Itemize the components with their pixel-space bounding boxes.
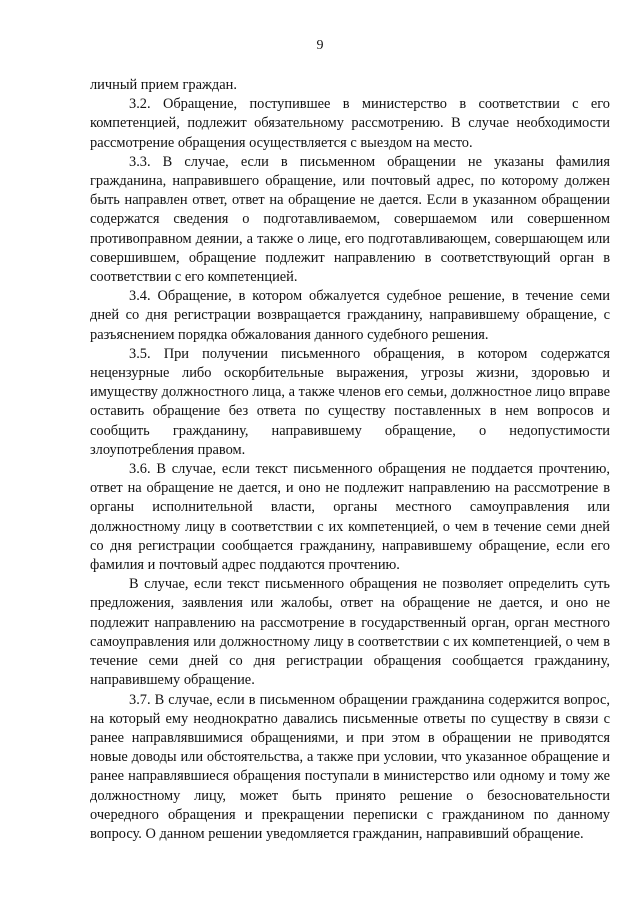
page-number: 9 — [316, 38, 324, 53]
paragraph-3-5: 3.5. При получении письменного обращения, в котором содержатся нецензурные либо оскорбительные выражения, угрозы жизни, здоровью и имуществу должностного лица, а также членов его семьи, должностное лицо вправе оставить обращение без ответа по существу поставленных в нем вопросов и сообщить гражданину, направившему обращение, о недопустимости злоупотребления правом. — [90, 345, 610, 458]
paragraph-3-4: 3.4. Обращение, в котором обжалуется судебное решение, в течение семи дней со дня регистрации возвращается гражданину, направившему обращение, с разъяснением порядка обжалования данного судебного решения. — [90, 288, 610, 343]
paragraph-3-6: 3.6. В случае, если текст письменного обращения не поддается прочтению, ответ на обращение не дается, и оно не подлежит направлению на рассмотрение в органы исполнительной власти, органы местного самоуправления или должностному лицу в соответствии с их компетенцией, о чем в течение семи дней со дня регистрации сообщается гражданину, направившему обращение, если его фамилия и почтовый адрес поддаются прочтению. — [90, 461, 610, 574]
paragraph-continuation: личный прием граждан. — [90, 77, 237, 93]
paragraph-3-2: 3.2. Обращение, поступившее в министерство в соответствии с его компетенцией, подлежит обязательному рассмотрению. В случае необходимости рассмотрение обращения осуществляется с выездом на место. — [90, 96, 610, 151]
paragraph-3-7: 3.7. В случае, если в письменном обращении гражданина содержится вопрос, на который ему неоднократно давались письменные ответы по существу в связи с ранее направлявшимися обращениями, и при этом в обращении не приводятся новые доводы или обстоятельства, а также при условии, что указанное обращение и ранее направлявшиеся обращения поступали в министерство или одному и тому же должностному лицу, может быть принято решение о безосновательности очередного обращения и прекращении переписки с гражданином по данному вопросу. О данном решении уведомляется гражданин, направивший обращение. — [90, 691, 610, 842]
paragraph-3-6-continued: В случае, если текст письменного обращения не позволяет определить суть предложения, заявления или жалобы, ответ на обращение не дается, и оно не подлежит направлению на рассмотрение в государственный орган, орган местного самоуправления или должностному лицу в соответствии с их компетенцией, о чем в течение семи дней со дня регистрации обращения сообщается гражданину, направившему обращение. — [90, 576, 610, 689]
document-body — [90, 76, 610, 844]
paragraph-3-3: 3.3. В случае, если в письменном обращении не указаны фамилия гражданина, направившего обращение, или почтовый адрес, по которому должен быть направлен ответ, ответ на обращение не дается. Если в указанном обращении содержатся сведения о подготавливаемом, совершаемом или совершенном противоправном деянии, а также о лице, его подготавливающем, совершающем или совершившем, обращение подлежит направлению в соответствующий орган в соответствии с его компетенцией. — [90, 153, 610, 286]
